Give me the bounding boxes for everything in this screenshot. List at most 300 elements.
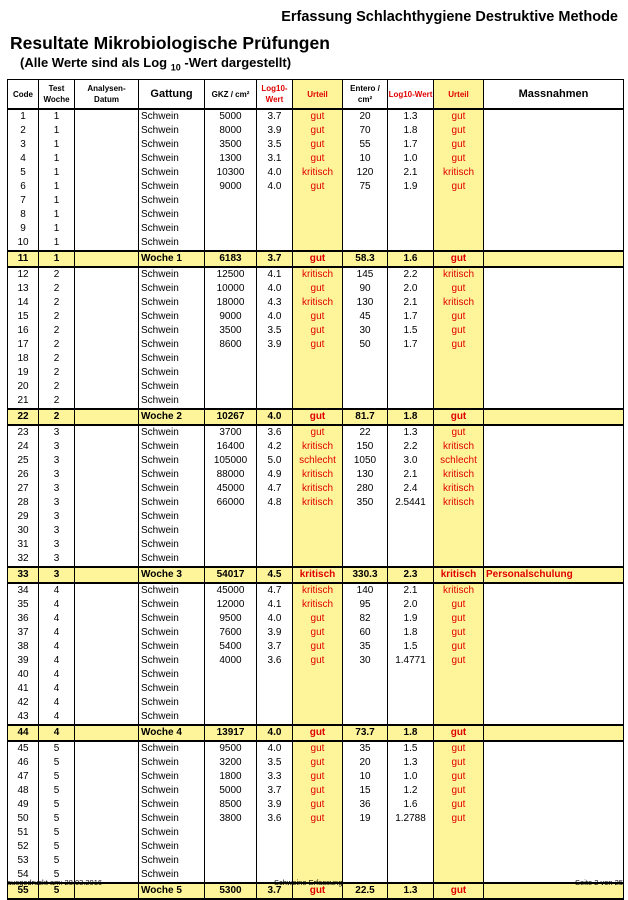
cell-log-entero	[388, 208, 434, 222]
cell-gkz: 9500	[205, 741, 257, 756]
cell-datum	[75, 324, 139, 338]
cell-entero: 75	[343, 180, 388, 194]
results-table	[7, 79, 624, 900]
cell-log-entero	[388, 710, 434, 725]
cell-gattung: Woche 4	[139, 725, 205, 741]
cell-datum	[75, 640, 139, 654]
cell-log-entero	[388, 222, 434, 236]
cell-gkz: 6183	[205, 251, 257, 267]
cell-datum	[75, 166, 139, 180]
cell-entero: 81.7	[343, 409, 388, 425]
cell-log-gkz	[257, 710, 293, 725]
cell-gkz	[205, 194, 257, 208]
cell-entero: 145	[343, 267, 388, 282]
cell-urteil-entero: kritisch	[434, 567, 484, 583]
cell-massnahmen	[484, 626, 624, 640]
cell-log-gkz	[257, 854, 293, 868]
cell-gkz: 5000	[205, 784, 257, 798]
cell-urteil-entero: gut	[434, 251, 484, 267]
cell-gattung: Schwein	[139, 109, 205, 124]
cell-gkz: 3800	[205, 812, 257, 826]
cell-log-entero: 2.1	[388, 166, 434, 180]
cell-woche: 1	[39, 152, 75, 166]
cell-entero: 30	[343, 324, 388, 338]
table-row	[8, 538, 624, 552]
cell-urteil-entero: gut	[434, 338, 484, 352]
cell-datum	[75, 756, 139, 770]
week-summary-row	[8, 409, 624, 425]
table-row	[8, 440, 624, 454]
cell-datum	[75, 682, 139, 696]
cell-woche: 2	[39, 310, 75, 324]
cell-log-gkz: 4.3	[257, 296, 293, 310]
cell-urteil-entero	[434, 538, 484, 552]
cell-gkz: 45000	[205, 583, 257, 598]
cell-gattung: Schwein	[139, 654, 205, 668]
cell-gkz	[205, 236, 257, 251]
cell-log-entero: 3.0	[388, 454, 434, 468]
cell-gkz: 8600	[205, 338, 257, 352]
cell-urteil-gkz: kritisch	[293, 267, 343, 282]
cell-gkz: 1800	[205, 770, 257, 784]
table-row	[8, 524, 624, 538]
cell-code: 25	[8, 454, 39, 468]
cell-massnahmen	[484, 338, 624, 352]
cell-woche: 3	[39, 482, 75, 496]
cell-gattung: Schwein	[139, 380, 205, 394]
cell-woche: 3	[39, 524, 75, 538]
cell-log-gkz	[257, 222, 293, 236]
cell-datum	[75, 194, 139, 208]
cell-log-entero: 1.3	[388, 109, 434, 124]
cell-datum	[75, 409, 139, 425]
cell-urteil-entero: gut	[434, 409, 484, 425]
cell-log-gkz: 3.5	[257, 138, 293, 152]
cell-massnahmen	[484, 798, 624, 812]
cell-code: 13	[8, 282, 39, 296]
cell-entero	[343, 366, 388, 380]
cell-woche: 2	[39, 394, 75, 409]
cell-massnahmen	[484, 854, 624, 868]
cell-urteil-entero: gut	[434, 640, 484, 654]
cell-log-entero: 1.8	[388, 409, 434, 425]
cell-gattung: Schwein	[139, 352, 205, 366]
cell-massnahmen: Personalschulung	[484, 567, 624, 583]
cell-woche: 3	[39, 510, 75, 524]
cell-urteil-entero: gut	[434, 109, 484, 124]
table-row	[8, 352, 624, 366]
cell-gkz: 8500	[205, 798, 257, 812]
cell-log-gkz: 3.6	[257, 425, 293, 440]
cell-entero: 50	[343, 338, 388, 352]
table-row	[8, 152, 624, 166]
table-row	[8, 854, 624, 868]
cell-log-gkz: 4.2	[257, 440, 293, 454]
cell-gkz: 9000	[205, 310, 257, 324]
cell-woche: 3	[39, 496, 75, 510]
col-log-gkz: Log10-Wert	[257, 80, 293, 110]
cell-gkz	[205, 208, 257, 222]
table-row	[8, 696, 624, 710]
cell-entero	[343, 854, 388, 868]
cell-gkz: 54017	[205, 567, 257, 583]
cell-code: 14	[8, 296, 39, 310]
cell-log-entero	[388, 538, 434, 552]
cell-massnahmen	[484, 640, 624, 654]
table-row	[8, 366, 624, 380]
cell-log-gkz: 4.0	[257, 409, 293, 425]
cell-urteil-gkz: kritisch	[293, 583, 343, 598]
cell-entero: 1050	[343, 454, 388, 468]
cell-woche: 5	[39, 756, 75, 770]
cell-urteil-entero	[434, 840, 484, 854]
cell-gkz: 8000	[205, 124, 257, 138]
cell-entero	[343, 208, 388, 222]
cell-log-gkz: 3.5	[257, 324, 293, 338]
cell-urteil-entero: gut	[434, 770, 484, 784]
table-row	[8, 267, 624, 282]
cell-massnahmen	[484, 482, 624, 496]
cell-log-gkz: 3.7	[257, 109, 293, 124]
cell-woche: 5	[39, 784, 75, 798]
cell-entero	[343, 696, 388, 710]
table-row	[8, 496, 624, 510]
cell-gattung: Schwein	[139, 854, 205, 868]
cell-woche: 5	[39, 798, 75, 812]
cell-woche: 2	[39, 324, 75, 338]
cell-entero: 22	[343, 425, 388, 440]
cell-log-entero: 1.7	[388, 338, 434, 352]
cell-gattung: Schwein	[139, 510, 205, 524]
cell-log-entero: 1.5	[388, 741, 434, 756]
cell-entero	[343, 380, 388, 394]
table-row	[8, 166, 624, 180]
cell-log-gkz	[257, 236, 293, 251]
cell-gattung: Schwein	[139, 124, 205, 138]
cell-entero: 130	[343, 468, 388, 482]
cell-gattung: Woche 5	[139, 883, 205, 899]
cell-entero: 90	[343, 282, 388, 296]
cell-log-entero: 1.3	[388, 756, 434, 770]
table-row	[8, 640, 624, 654]
cell-code: 31	[8, 538, 39, 552]
cell-massnahmen	[484, 194, 624, 208]
cell-log-gkz: 3.9	[257, 124, 293, 138]
cell-gattung: Schwein	[139, 668, 205, 682]
table-row	[8, 236, 624, 251]
cell-datum	[75, 770, 139, 784]
cell-log-entero	[388, 868, 434, 883]
cell-code: 24	[8, 440, 39, 454]
cell-urteil-gkz: gut	[293, 338, 343, 352]
cell-datum	[75, 338, 139, 352]
cell-woche: 4	[39, 598, 75, 612]
cell-woche: 5	[39, 854, 75, 868]
week-summary-row	[8, 251, 624, 267]
cell-datum	[75, 296, 139, 310]
cell-entero	[343, 710, 388, 725]
cell-log-entero: 1.7	[388, 138, 434, 152]
table-header-row	[8, 80, 624, 110]
cell-entero: 330.3	[343, 567, 388, 583]
cell-code: 11	[8, 251, 39, 267]
cell-urteil-gkz: gut	[293, 741, 343, 756]
col-analysen-datum: Analysen-Datum	[75, 80, 139, 110]
cell-datum	[75, 468, 139, 482]
cell-log-gkz: 3.7	[257, 251, 293, 267]
cell-woche: 4	[39, 725, 75, 741]
cell-woche: 5	[39, 840, 75, 854]
cell-entero: 350	[343, 496, 388, 510]
cell-log-gkz	[257, 394, 293, 409]
cell-gkz	[205, 524, 257, 538]
cell-datum	[75, 710, 139, 725]
cell-massnahmen	[484, 840, 624, 854]
cell-log-entero	[388, 236, 434, 251]
cell-gkz	[205, 366, 257, 380]
cell-datum	[75, 626, 139, 640]
cell-urteil-entero: kritisch	[434, 468, 484, 482]
table-row	[8, 454, 624, 468]
cell-gattung: Schwein	[139, 208, 205, 222]
cell-entero	[343, 510, 388, 524]
cell-urteil-gkz: gut	[293, 640, 343, 654]
table-row	[8, 324, 624, 338]
cell-woche: 5	[39, 883, 75, 899]
cell-massnahmen	[484, 282, 624, 296]
cell-woche: 2	[39, 380, 75, 394]
cell-log-entero	[388, 380, 434, 394]
cell-log-gkz: 4.0	[257, 180, 293, 194]
table-row	[8, 482, 624, 496]
cell-urteil-gkz: gut	[293, 654, 343, 668]
cell-woche: 4	[39, 668, 75, 682]
cell-gattung: Schwein	[139, 612, 205, 626]
cell-massnahmen	[484, 784, 624, 798]
table-row	[8, 770, 624, 784]
cell-massnahmen	[484, 109, 624, 124]
cell-massnahmen	[484, 267, 624, 282]
cell-log-entero: 2.0	[388, 282, 434, 296]
cell-woche: 4	[39, 612, 75, 626]
cell-datum	[75, 454, 139, 468]
cell-urteil-entero: gut	[434, 741, 484, 756]
cell-entero: 60	[343, 626, 388, 640]
cell-gattung: Schwein	[139, 296, 205, 310]
cell-urteil-gkz: gut	[293, 756, 343, 770]
cell-code: 45	[8, 741, 39, 756]
cell-log-entero	[388, 524, 434, 538]
cell-log-entero	[388, 682, 434, 696]
cell-datum	[75, 496, 139, 510]
cell-log-gkz: 4.5	[257, 567, 293, 583]
cell-urteil-gkz: kritisch	[293, 166, 343, 180]
cell-log-entero: 2.1	[388, 583, 434, 598]
cell-urteil-gkz: gut	[293, 612, 343, 626]
cell-gkz	[205, 552, 257, 567]
cell-entero: 20	[343, 756, 388, 770]
cell-log-entero: 1.6	[388, 798, 434, 812]
cell-datum	[75, 784, 139, 798]
cell-log-gkz: 3.7	[257, 883, 293, 899]
cell-urteil-gkz: gut	[293, 770, 343, 784]
cell-code: 5	[8, 166, 39, 180]
cell-woche: 2	[39, 366, 75, 380]
cell-datum	[75, 583, 139, 598]
cell-datum	[75, 208, 139, 222]
cell-urteil-gkz: gut	[293, 152, 343, 166]
cell-log-entero: 2.0	[388, 598, 434, 612]
col-gkz: GKZ / cm²	[205, 80, 257, 110]
cell-urteil-entero	[434, 696, 484, 710]
table-row	[8, 756, 624, 770]
cell-urteil-gkz	[293, 236, 343, 251]
cell-urteil-entero	[434, 668, 484, 682]
cell-woche: 3	[39, 567, 75, 583]
cell-urteil-entero: schlecht	[434, 454, 484, 468]
cell-woche: 3	[39, 538, 75, 552]
cell-code: 54	[8, 868, 39, 883]
cell-log-entero	[388, 552, 434, 567]
cell-code: 47	[8, 770, 39, 784]
cell-log-gkz	[257, 510, 293, 524]
cell-log-entero	[388, 696, 434, 710]
cell-log-entero: 1.2	[388, 784, 434, 798]
cell-log-entero	[388, 394, 434, 409]
cell-gattung: Schwein	[139, 538, 205, 552]
cell-log-entero: 1.2788	[388, 812, 434, 826]
cell-gkz: 10000	[205, 282, 257, 296]
cell-urteil-entero: gut	[434, 310, 484, 324]
cell-massnahmen	[484, 366, 624, 380]
cell-urteil-gkz: gut	[293, 626, 343, 640]
cell-urteil-gkz	[293, 222, 343, 236]
cell-urteil-entero: kritisch	[434, 482, 484, 496]
cell-gkz: 10300	[205, 166, 257, 180]
cell-urteil-gkz	[293, 352, 343, 366]
cell-gkz	[205, 668, 257, 682]
cell-massnahmen	[484, 468, 624, 482]
cell-urteil-gkz: gut	[293, 124, 343, 138]
cell-woche: 1	[39, 166, 75, 180]
cell-gkz	[205, 710, 257, 725]
cell-datum	[75, 282, 139, 296]
cell-massnahmen	[484, 741, 624, 756]
cell-code: 18	[8, 352, 39, 366]
cell-urteil-gkz	[293, 696, 343, 710]
cell-urteil-entero: gut	[434, 725, 484, 741]
cell-gkz	[205, 682, 257, 696]
cell-code: 2	[8, 124, 39, 138]
cell-massnahmen	[484, 510, 624, 524]
cell-urteil-entero	[434, 236, 484, 251]
cell-code: 30	[8, 524, 39, 538]
cell-log-gkz	[257, 380, 293, 394]
cell-gattung: Schwein	[139, 366, 205, 380]
cell-woche: 5	[39, 770, 75, 784]
cell-massnahmen	[484, 696, 624, 710]
cell-datum	[75, 482, 139, 496]
cell-log-gkz: 4.0	[257, 741, 293, 756]
cell-massnahmen	[484, 668, 624, 682]
cell-urteil-entero: gut	[434, 784, 484, 798]
cell-urteil-gkz: kritisch	[293, 496, 343, 510]
table-row	[8, 668, 624, 682]
cell-gattung: Schwein	[139, 696, 205, 710]
cell-log-gkz: 4.0	[257, 282, 293, 296]
cell-log-entero	[388, 194, 434, 208]
cell-entero: 36	[343, 798, 388, 812]
cell-code: 23	[8, 425, 39, 440]
cell-urteil-entero: gut	[434, 756, 484, 770]
cell-urteil-gkz	[293, 668, 343, 682]
cell-gkz: 3500	[205, 324, 257, 338]
cell-log-gkz: 4.1	[257, 598, 293, 612]
cell-woche: 4	[39, 583, 75, 598]
cell-log-entero: 1.8	[388, 124, 434, 138]
cell-woche: 2	[39, 282, 75, 296]
cell-massnahmen	[484, 380, 624, 394]
cell-urteil-gkz: schlecht	[293, 454, 343, 468]
cell-code: 35	[8, 598, 39, 612]
cell-urteil-entero	[434, 394, 484, 409]
cell-code: 43	[8, 710, 39, 725]
cell-gkz	[205, 868, 257, 883]
cell-massnahmen	[484, 538, 624, 552]
cell-code: 46	[8, 756, 39, 770]
cell-urteil-entero	[434, 222, 484, 236]
cell-gkz: 9000	[205, 180, 257, 194]
cell-entero: 130	[343, 296, 388, 310]
cell-gattung: Schwein	[139, 770, 205, 784]
cell-log-entero	[388, 854, 434, 868]
cell-woche: 5	[39, 868, 75, 883]
cell-datum	[75, 380, 139, 394]
footer-page-number: Seite 2 von 25	[575, 878, 623, 887]
table-row	[8, 583, 624, 598]
cell-massnahmen	[484, 394, 624, 409]
col-gattung: Gattung	[139, 80, 205, 110]
subtitle-sub: 10	[170, 62, 181, 73]
cell-urteil-gkz	[293, 826, 343, 840]
cell-log-entero: 2.4	[388, 482, 434, 496]
cell-massnahmen	[484, 425, 624, 440]
cell-gattung: Woche 2	[139, 409, 205, 425]
cell-gkz: 7600	[205, 626, 257, 640]
cell-code: 37	[8, 626, 39, 640]
cell-massnahmen	[484, 222, 624, 236]
cell-urteil-entero	[434, 682, 484, 696]
cell-log-gkz: 3.9	[257, 798, 293, 812]
cell-log-gkz: 4.0	[257, 166, 293, 180]
cell-log-entero	[388, 510, 434, 524]
cell-gkz: 12000	[205, 598, 257, 612]
cell-urteil-entero	[434, 854, 484, 868]
cell-entero: 58.3	[343, 251, 388, 267]
cell-datum	[75, 854, 139, 868]
cell-log-gkz: 3.6	[257, 654, 293, 668]
cell-gattung: Schwein	[139, 840, 205, 854]
cell-datum	[75, 840, 139, 854]
cell-log-entero: 1.7	[388, 310, 434, 324]
cell-gattung: Schwein	[139, 152, 205, 166]
table-row	[8, 338, 624, 352]
cell-entero	[343, 668, 388, 682]
cell-massnahmen	[484, 454, 624, 468]
table-row	[8, 612, 624, 626]
table-row	[8, 826, 624, 840]
cell-gkz	[205, 394, 257, 409]
